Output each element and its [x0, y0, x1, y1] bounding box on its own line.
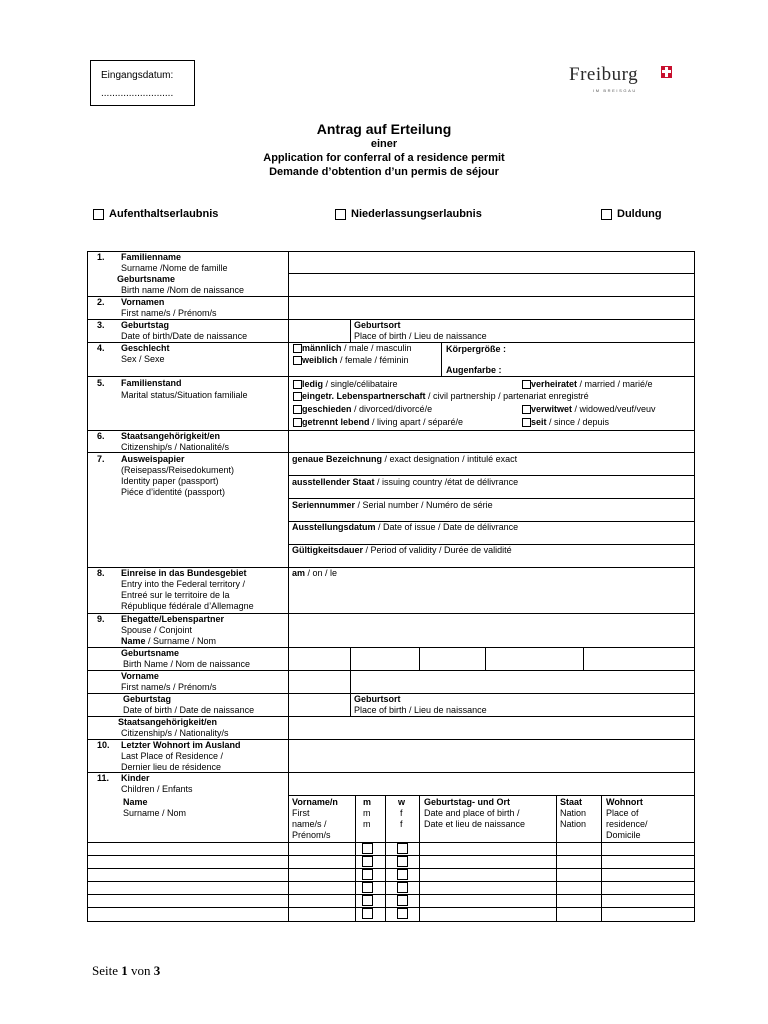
children-label: Kinder [121, 773, 150, 783]
checkbox-icon[interactable] [293, 380, 302, 389]
children-col-male: m [363, 797, 372, 807]
row-number: 1. [97, 252, 105, 262]
option-label: Aufenthaltserlaubnis [109, 208, 219, 220]
spouse-translation: Spouse / Conjoint [121, 625, 193, 635]
checkbox-icon[interactable] [293, 392, 302, 401]
marital-status-label: Familienstand [121, 378, 182, 388]
child-female-checkbox[interactable] [397, 882, 408, 893]
sex-label: Geschlecht [121, 343, 170, 353]
validity-field[interactable]: Gültigkeitsdauer / Period of validity / Durée de validité [292, 545, 512, 555]
birthplace-label: Geburtsort [354, 320, 401, 330]
row-number: 3. [97, 320, 105, 330]
form-subtitle: einer [370, 138, 398, 150]
spouse-birthname-translation: Birth Name / Nom de naissance [123, 659, 251, 669]
spouse-name-label: Name / Surname / Nom [121, 636, 217, 646]
row-number: 5. [97, 378, 105, 388]
city-shield-icon [661, 66, 672, 78]
children-col-male-tr1: m [363, 808, 371, 818]
birthplace-translation: Place of birth / Lieu de naissance [354, 331, 487, 341]
entry-tr3: République fédérale d’Allemagne [121, 601, 254, 611]
option-single[interactable]: ledig / single/célibataire [293, 379, 398, 390]
row-number: 7. [97, 454, 105, 464]
height-label: Körpergröße : [446, 344, 507, 354]
page-footer: Seite 1 von 3 [92, 963, 161, 978]
entry-tr1: Entry into the Federal territory / [121, 579, 246, 589]
children-col-female-tr2: f [400, 819, 403, 829]
option-female[interactable]: weiblich / female / féminin [293, 355, 409, 366]
eye-color-label: Augenfarbe : [446, 365, 502, 375]
children-col-residence: Wohnort [606, 797, 643, 807]
row-number: 11. [97, 773, 110, 783]
form-title-en: Application for conferral of a residence permit [263, 152, 505, 164]
option-label: Niederlassungserlaubnis [351, 208, 482, 220]
children-col-residence-tr3: Domicile [606, 830, 641, 840]
birthname-translation: Birth name /Nom de naissance [121, 285, 245, 295]
id-document-tr3: Piéce d’identité (passport) [121, 487, 226, 497]
option-living-apart[interactable]: getrennt lebend / living apart / séparé/e [293, 417, 463, 428]
children-col-firstname-tr3: Prénom/s [292, 830, 331, 840]
child-male-checkbox[interactable] [362, 856, 373, 867]
sex-translation: Sex / Sexe [121, 354, 165, 364]
issuing-country-field[interactable]: ausstellender Staat / issuing country /état de délivrance [292, 477, 519, 487]
birthname-label: Geburtsname [117, 274, 176, 284]
row-number: 8. [97, 568, 105, 578]
children-col-female: w [398, 797, 406, 807]
spouse-firstname-translation: First name/s / Prénom/s [121, 682, 217, 692]
children-col-name: Name [123, 797, 148, 807]
firstname-label: Vornamen [121, 297, 165, 307]
surname-translation: Surname /Nome de famille [121, 263, 228, 273]
children-col-birth-tr2: Date et lieu de naissance [424, 819, 526, 829]
children-col-nation: Staat [560, 797, 583, 807]
entry-date-field[interactable]: am / on / le [292, 568, 338, 578]
receipt-date-dots: .......................... [101, 88, 174, 99]
spouse-birthplace-translation: Place of birth / Lieu de naissance [354, 705, 487, 715]
row-number: 2. [97, 297, 105, 307]
last-residence-tr2: Dernier lieu de résidence [121, 762, 222, 772]
spouse-birthplace-label: Geburtsort [354, 694, 401, 704]
children-col-residence-tr1: Place of [606, 808, 639, 818]
entry-label: Einreise in das Bundesgebiet [121, 568, 247, 578]
row-number: 4. [97, 343, 105, 353]
spouse-firstname-label: Vorname [121, 671, 159, 681]
last-residence-tr1: Last Place of Residence / [121, 751, 224, 761]
logo-subtitle: IM BREISGAU [593, 88, 637, 93]
marital-status-translation: Marital status/Situation familiale [121, 390, 248, 400]
children-col-birth-tr1: Date and place of birth / [424, 808, 520, 818]
logo-wordmark: Freiburg [569, 64, 639, 85]
option-label: Duldung [617, 208, 662, 220]
form-title-fr: Demande d’obtention d’un permis de séjour [269, 166, 499, 178]
child-female-checkbox[interactable] [397, 869, 408, 880]
birthday-label: Geburtstag [121, 320, 170, 330]
option-aufenthaltserlaubnis[interactable] [93, 208, 218, 220]
checkbox-icon[interactable] [293, 344, 302, 353]
checkbox-icon[interactable] [522, 405, 531, 414]
child-male-checkbox[interactable] [362, 843, 373, 854]
children-col-name-tr: Surname / Nom [123, 808, 187, 818]
spouse-birthname-label: Geburtsname [121, 648, 180, 658]
children-col-male-tr2: m [363, 819, 371, 829]
freiburg-logo [569, 64, 639, 93]
child-male-checkbox[interactable] [362, 882, 373, 893]
option-duldung[interactable] [601, 208, 662, 220]
children-col-nation-tr2: Nation [560, 819, 587, 829]
children-col-residence-tr2: residence/ [606, 819, 648, 829]
spouse-birthday-translation: Date of birth / Date de naissance [123, 705, 255, 715]
entry-tr2: Entreé sur le territoire de la [121, 590, 230, 600]
checkbox-icon[interactable] [601, 209, 612, 220]
checkbox-icon[interactable] [335, 209, 346, 220]
children-col-birth: Geburtstag- und Ort [424, 797, 510, 807]
children-col-female-tr1: f [400, 808, 403, 818]
date-of-issue-field[interactable]: Ausstellungsdatum / Date of issue / Date de délivrance [292, 522, 519, 532]
children-col-nation-tr1: Nation [560, 808, 587, 818]
children-col-firstname-tr2: name/s / [292, 819, 327, 829]
firstname-translation: First name/s / Prénom/s [121, 308, 217, 318]
id-document-tr1: (Reisepass/Reisedokument) [121, 465, 235, 475]
option-divorced[interactable]: geschieden / divorced/divorcé/e [293, 404, 432, 415]
spouse-citizenship-label: Staatsangehörigkeit/en [118, 717, 218, 727]
option-male[interactable]: männlich / male / masculin [293, 343, 412, 354]
citizenship-translation: Citizenship/s / Nationalité/s [121, 442, 230, 452]
row-number: 9. [97, 614, 105, 624]
id-document-tr2: Identity paper (passport) [121, 476, 219, 486]
spouse-label: Ehegatte/Lebenspartner [121, 614, 225, 624]
checkbox-icon[interactable] [293, 418, 302, 427]
child-female-checkbox[interactable] [397, 843, 408, 854]
option-widowed[interactable]: verwitwet / widowed/veuf/veuv [522, 404, 656, 415]
spouse-birthday-label: Geburtstag [123, 694, 172, 704]
id-document-label: Ausweispapier [121, 454, 185, 464]
children-col-firstname: Vorname/n [292, 797, 338, 807]
child-female-checkbox[interactable] [397, 856, 408, 867]
receipt-date-box [90, 60, 195, 106]
option-niederlassungserlaubnis[interactable] [335, 208, 482, 220]
option-civil-partnership[interactable]: eingetr. Lebenspartnerschaft / civil partnership / partenariat enregistré [293, 391, 589, 402]
child-male-checkbox[interactable] [362, 895, 373, 906]
option-married[interactable]: verheiratet / married / marié/e [522, 379, 653, 390]
row-number: 10. [97, 740, 110, 750]
last-residence-label: Letzter Wohnort im Ausland [121, 740, 241, 750]
child-male-checkbox[interactable] [362, 869, 373, 880]
checkbox-icon[interactable] [293, 356, 302, 365]
spouse-citizenship-translation: Citizenship/s / Nationality/s [121, 728, 229, 738]
child-female-checkbox[interactable] [397, 895, 408, 906]
birthday-translation: Date of birth/Date de naissance [121, 331, 248, 341]
receipt-date-label: Eingangsdatum: [101, 70, 174, 81]
child-female-checkbox[interactable] [397, 908, 408, 919]
option-since[interactable]: seit / since / depuis [522, 417, 609, 428]
checkbox-icon[interactable] [93, 209, 104, 220]
form-title: Antrag auf Erteilung [316, 121, 452, 137]
exact-designation-field[interactable]: genaue Bezeichnung / exact designation / intitulé exact [292, 454, 518, 464]
surname-label: Familienname [121, 252, 182, 262]
children-col-firstname-tr1: First [292, 808, 310, 818]
checkbox-icon[interactable] [293, 405, 302, 414]
checkbox-icon[interactable] [522, 380, 531, 389]
row-number: 6. [97, 431, 105, 441]
serial-number-field[interactable]: Seriennummer / Serial number / Numéro de série [292, 500, 493, 510]
checkbox-icon[interactable] [522, 418, 531, 427]
children-translation: Children / Enfants [121, 784, 193, 794]
citizenship-label: Staatsangehörigkeit/en [121, 431, 221, 441]
child-male-checkbox[interactable] [362, 908, 373, 919]
